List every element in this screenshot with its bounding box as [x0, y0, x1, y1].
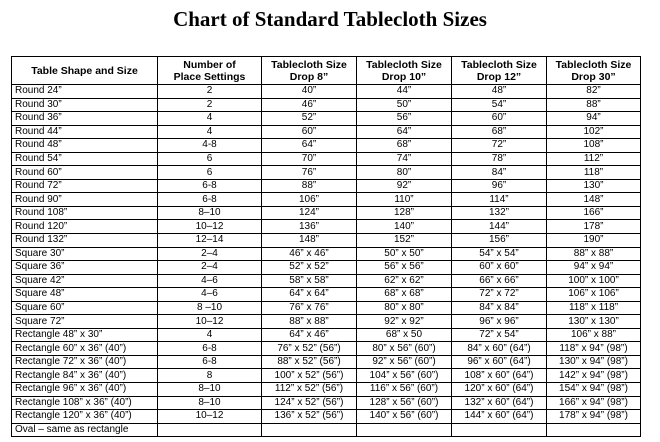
- table-cell: 60”: [452, 112, 547, 126]
- column-header-text: Drop 12”: [476, 70, 522, 83]
- table-cell: 76” x 52” (56”): [262, 342, 357, 356]
- table-row: [12, 383, 641, 397]
- table-cell: 68” x 68”: [357, 288, 452, 302]
- table-cell: 52”: [262, 112, 357, 126]
- table-shape-cell: Round 72”: [12, 179, 158, 193]
- table-cell: 144” x 60” (64”): [452, 410, 547, 424]
- table-cell: 8–10: [158, 383, 262, 397]
- table-cell: 108”: [547, 139, 641, 153]
- table-cell: 166”: [547, 206, 641, 220]
- table-cell: 88” x 88”: [547, 247, 641, 261]
- table-cell: 104” x 56” (60”): [357, 369, 452, 383]
- table-cell: 4-8: [158, 139, 262, 153]
- table-cell: 88”: [262, 179, 357, 193]
- table-cell: 118” x 118”: [547, 301, 641, 315]
- table-cell: 84” x 84”: [452, 301, 547, 315]
- table-row: [12, 193, 641, 207]
- table-cell: 6: [158, 152, 262, 166]
- table-cell: 62” x 62”: [357, 274, 452, 288]
- table-row: [12, 220, 641, 234]
- table-cell: 56”: [357, 112, 452, 126]
- column-header-text: Place Settings: [173, 70, 246, 83]
- table-cell: 2–4: [158, 247, 262, 261]
- table-row: [12, 396, 641, 410]
- table-row: [12, 98, 641, 112]
- table-cell: 80” x 56” (60”): [357, 342, 452, 356]
- column-header: [452, 57, 547, 85]
- table-cell: 6: [158, 166, 262, 180]
- table-shape-cell: Round 120”: [12, 220, 158, 234]
- table-cell: 130” x 94” (98”): [547, 355, 641, 369]
- table-row: [12, 301, 641, 315]
- column-header: [158, 57, 262, 85]
- table-cell: 68”: [357, 139, 452, 153]
- table-cell: 12–14: [158, 234, 262, 248]
- table-cell: 94” x 94”: [547, 261, 641, 275]
- column-header-text: Table Shape and Size: [31, 64, 138, 77]
- table-cell: 2: [158, 98, 262, 112]
- table-row: [12, 369, 641, 383]
- table-row: [12, 423, 641, 437]
- table-cell: 60”: [262, 125, 357, 139]
- table-cell: 178” x 94” (98”): [547, 410, 641, 424]
- table-shape-cell: Round 60”: [12, 166, 158, 180]
- table-shape-cell: Round 24”: [12, 85, 158, 99]
- table-cell: [158, 423, 262, 437]
- table-cell: 54” x 54”: [452, 247, 547, 261]
- table-shape-cell: Square 72”: [12, 315, 158, 329]
- table-body: [12, 85, 641, 437]
- table-cell: 50”: [357, 98, 452, 112]
- table-shape-cell: Round 44”: [12, 125, 158, 139]
- table-shape-cell: Rectangle 48” x 30”: [12, 328, 158, 342]
- table-cell: 130” x 130”: [547, 315, 641, 329]
- table-cell: 100” x 52” (56”): [262, 369, 357, 383]
- table-row: [12, 152, 641, 166]
- table-cell: 128” x 56” (60”): [357, 396, 452, 410]
- table-cell: 52” x 52”: [262, 261, 357, 275]
- table-cell: 64” x 46”: [262, 328, 357, 342]
- table-row: [12, 315, 641, 329]
- table-cell: 10–12: [158, 315, 262, 329]
- table-cell: 92” x 56” (60”): [357, 355, 452, 369]
- table-cell: 76”: [262, 166, 357, 180]
- table-cell: 106” x 88”: [547, 328, 641, 342]
- table-shape-cell: Rectangle 84” x 36” (40”): [12, 369, 158, 383]
- table-cell: 76” x 76”: [262, 301, 357, 315]
- table-cell: 132”: [452, 206, 547, 220]
- table-cell: 152”: [357, 234, 452, 248]
- table-cell: 88” x 88”: [262, 315, 357, 329]
- table-cell: 4–6: [158, 288, 262, 302]
- table-cell: 144”: [452, 220, 547, 234]
- column-header-text: Drop 10”: [381, 70, 427, 83]
- column-header-text: Tablecloth Size: [555, 58, 632, 71]
- table-cell: 2: [158, 85, 262, 99]
- table-shape-cell: Round 54”: [12, 152, 158, 166]
- table-cell: 2–4: [158, 261, 262, 275]
- table-shape-cell: Round 30”: [12, 98, 158, 112]
- table-shape-cell: Square 60”: [12, 301, 158, 315]
- table-cell: 6-8: [158, 342, 262, 356]
- table-shape-cell: Round 132”: [12, 234, 158, 248]
- table-cell: 94”: [547, 112, 641, 126]
- table-cell: [357, 423, 452, 437]
- table-cell: 118” x 94” (98”): [547, 342, 641, 356]
- table-cell: [547, 423, 641, 437]
- table-row: [12, 179, 641, 193]
- table-cell: 54”: [452, 98, 547, 112]
- table-cell: 82”: [547, 85, 641, 99]
- table-cell: 40”: [262, 85, 357, 99]
- table-cell: 4: [158, 125, 262, 139]
- table-row: [12, 112, 641, 126]
- table-cell: 8: [158, 369, 262, 383]
- header-row: [12, 57, 641, 85]
- table-cell: 140”: [357, 220, 452, 234]
- table-shape-cell: Rectangle 96” x 36” (40”): [12, 383, 158, 397]
- table-cell: 6-8: [158, 179, 262, 193]
- table-row: [12, 139, 641, 153]
- column-header-text: Number of: [183, 58, 236, 71]
- table-cell: 8–10: [158, 396, 262, 410]
- table-row: [12, 125, 641, 139]
- table-cell: 106” x 106”: [547, 288, 641, 302]
- table-cell: 96” x 96”: [452, 315, 547, 329]
- table-cell: 166” x 94” (98”): [547, 396, 641, 410]
- table-row: [12, 234, 641, 248]
- table-cell: 120” x 60” (64”): [452, 383, 547, 397]
- table-shape-cell: Round 108”: [12, 206, 158, 220]
- column-header-text: Tablecloth Size: [271, 58, 347, 71]
- table-cell: 44”: [357, 85, 452, 99]
- table-cell: 148”: [262, 234, 357, 248]
- table-cell: 72” x 54”: [452, 328, 547, 342]
- table-cell: 72” x 72”: [452, 288, 547, 302]
- table-cell: 110”: [357, 193, 452, 207]
- table-row: [12, 274, 641, 288]
- table-cell: 68” x 50: [357, 328, 452, 342]
- table-shape-cell: Oval – same as rectangle: [12, 423, 158, 437]
- column-header-text: Tablecloth Size: [461, 58, 537, 71]
- table-cell: 46” x 46”: [262, 247, 357, 261]
- table-row: [12, 410, 641, 424]
- table-cell: 46”: [262, 98, 357, 112]
- table-cell: 112”: [547, 152, 641, 166]
- table-cell: 4: [158, 328, 262, 342]
- table-cell: 116” x 56” (60”): [357, 383, 452, 397]
- table-shape-cell: Rectangle 120” x 36” (40”): [12, 410, 158, 424]
- table-cell: 140” x 56” (60”): [357, 410, 452, 424]
- table-cell: 148”: [547, 193, 641, 207]
- table-cell: 128”: [357, 206, 452, 220]
- table-cell: 74”: [357, 152, 452, 166]
- table-cell: 136” x 52” (56”): [262, 410, 357, 424]
- table-cell: 84”: [452, 166, 547, 180]
- table-cell: 4–6: [158, 274, 262, 288]
- table-cell: 112” x 52” (56”): [262, 383, 357, 397]
- table-cell: 124” x 52” (56”): [262, 396, 357, 410]
- table-cell: 100” x 100”: [547, 274, 641, 288]
- table-cell: 96” x 60” (64”): [452, 355, 547, 369]
- column-header: [262, 57, 357, 85]
- table-cell: 84” x 60” (64”): [452, 342, 547, 356]
- table-cell: 114”: [452, 193, 547, 207]
- table-shape-cell: Rectangle 60” x 36” (40”): [12, 342, 158, 356]
- table-cell: 6-8: [158, 355, 262, 369]
- table-cell: [452, 423, 547, 437]
- table-cell: 156”: [452, 234, 547, 248]
- table-cell: 102”: [547, 125, 641, 139]
- table-cell: 66” x 66”: [452, 274, 547, 288]
- tablecloth-size-table: [11, 56, 641, 437]
- table-cell: 124”: [262, 206, 357, 220]
- table-cell: 142” x 94” (98”): [547, 369, 641, 383]
- table-cell: 118”: [547, 166, 641, 180]
- table-shape-cell: Rectangle 72” x 36” (40”): [12, 355, 158, 369]
- table-row: [12, 85, 641, 99]
- table-cell: 80” x 80”: [357, 301, 452, 315]
- table-cell: 88”: [547, 98, 641, 112]
- table-row: [12, 328, 641, 342]
- table-cell: 178”: [547, 220, 641, 234]
- table-row: [12, 342, 641, 356]
- table-cell: 92”: [357, 179, 452, 193]
- column-header: [12, 57, 158, 85]
- table-cell: 10–12: [158, 410, 262, 424]
- table-cell: 60” x 60”: [452, 261, 547, 275]
- table-row: [12, 247, 641, 261]
- table-row: [12, 166, 641, 180]
- table-shape-cell: Round 48”: [12, 139, 158, 153]
- table-row: [12, 206, 641, 220]
- table-row: [12, 261, 641, 275]
- table-cell: 78”: [452, 152, 547, 166]
- column-header: [357, 57, 452, 85]
- table-cell: 132” x 60” (64”): [452, 396, 547, 410]
- column-header: [547, 57, 641, 85]
- table-shape-cell: Square 36”: [12, 261, 158, 275]
- table-cell: 190”: [547, 234, 641, 248]
- table-cell: 72”: [452, 139, 547, 153]
- table-cell: 70”: [262, 152, 357, 166]
- table-cell: 56” x 56”: [357, 261, 452, 275]
- table-cell: 48”: [452, 85, 547, 99]
- table-row: [12, 288, 641, 302]
- table-shape-cell: Square 48”: [12, 288, 158, 302]
- table-shape-cell: Square 42”: [12, 274, 158, 288]
- table-cell: 64”: [262, 139, 357, 153]
- page-title: Chart of Standard Tablecloth Sizes: [173, 7, 487, 31]
- table-cell: 130”: [547, 179, 641, 193]
- table-cell: 96”: [452, 179, 547, 193]
- table-cell: 64”: [357, 125, 452, 139]
- table-cell: 10–12: [158, 220, 262, 234]
- table-shape-cell: Round 36”: [12, 112, 158, 126]
- table-cell: 154” x 94” (98”): [547, 383, 641, 397]
- table-cell: 68”: [452, 125, 547, 139]
- table-cell: 106”: [262, 193, 357, 207]
- table-cell: 136”: [262, 220, 357, 234]
- table-shape-cell: Round 90”: [12, 193, 158, 207]
- table-shape-cell: Rectangle 108” x 36” (40”): [12, 396, 158, 410]
- table-cell: 4: [158, 112, 262, 126]
- table-cell: 88” x 52” (56”): [262, 355, 357, 369]
- column-header-text: Drop 30”: [571, 70, 616, 83]
- table-cell: 8–10: [158, 206, 262, 220]
- table-cell: 64” x 64”: [262, 288, 357, 302]
- table-cell: 6-8: [158, 193, 262, 207]
- table-cell: 108” x 60” (64”): [452, 369, 547, 383]
- column-header-text: Drop 8”: [289, 70, 329, 83]
- table-cell: 8 –10: [158, 301, 262, 315]
- table-cell: 92” x 92”: [357, 315, 452, 329]
- table-cell: 80”: [357, 166, 452, 180]
- table-row: [12, 355, 641, 369]
- table-cell: [262, 423, 357, 437]
- table-cell: 50” x 50”: [357, 247, 452, 261]
- table-cell: 58” x 58”: [262, 274, 357, 288]
- column-header-text: Tablecloth Size: [366, 58, 442, 71]
- table-shape-cell: Square 30”: [12, 247, 158, 261]
